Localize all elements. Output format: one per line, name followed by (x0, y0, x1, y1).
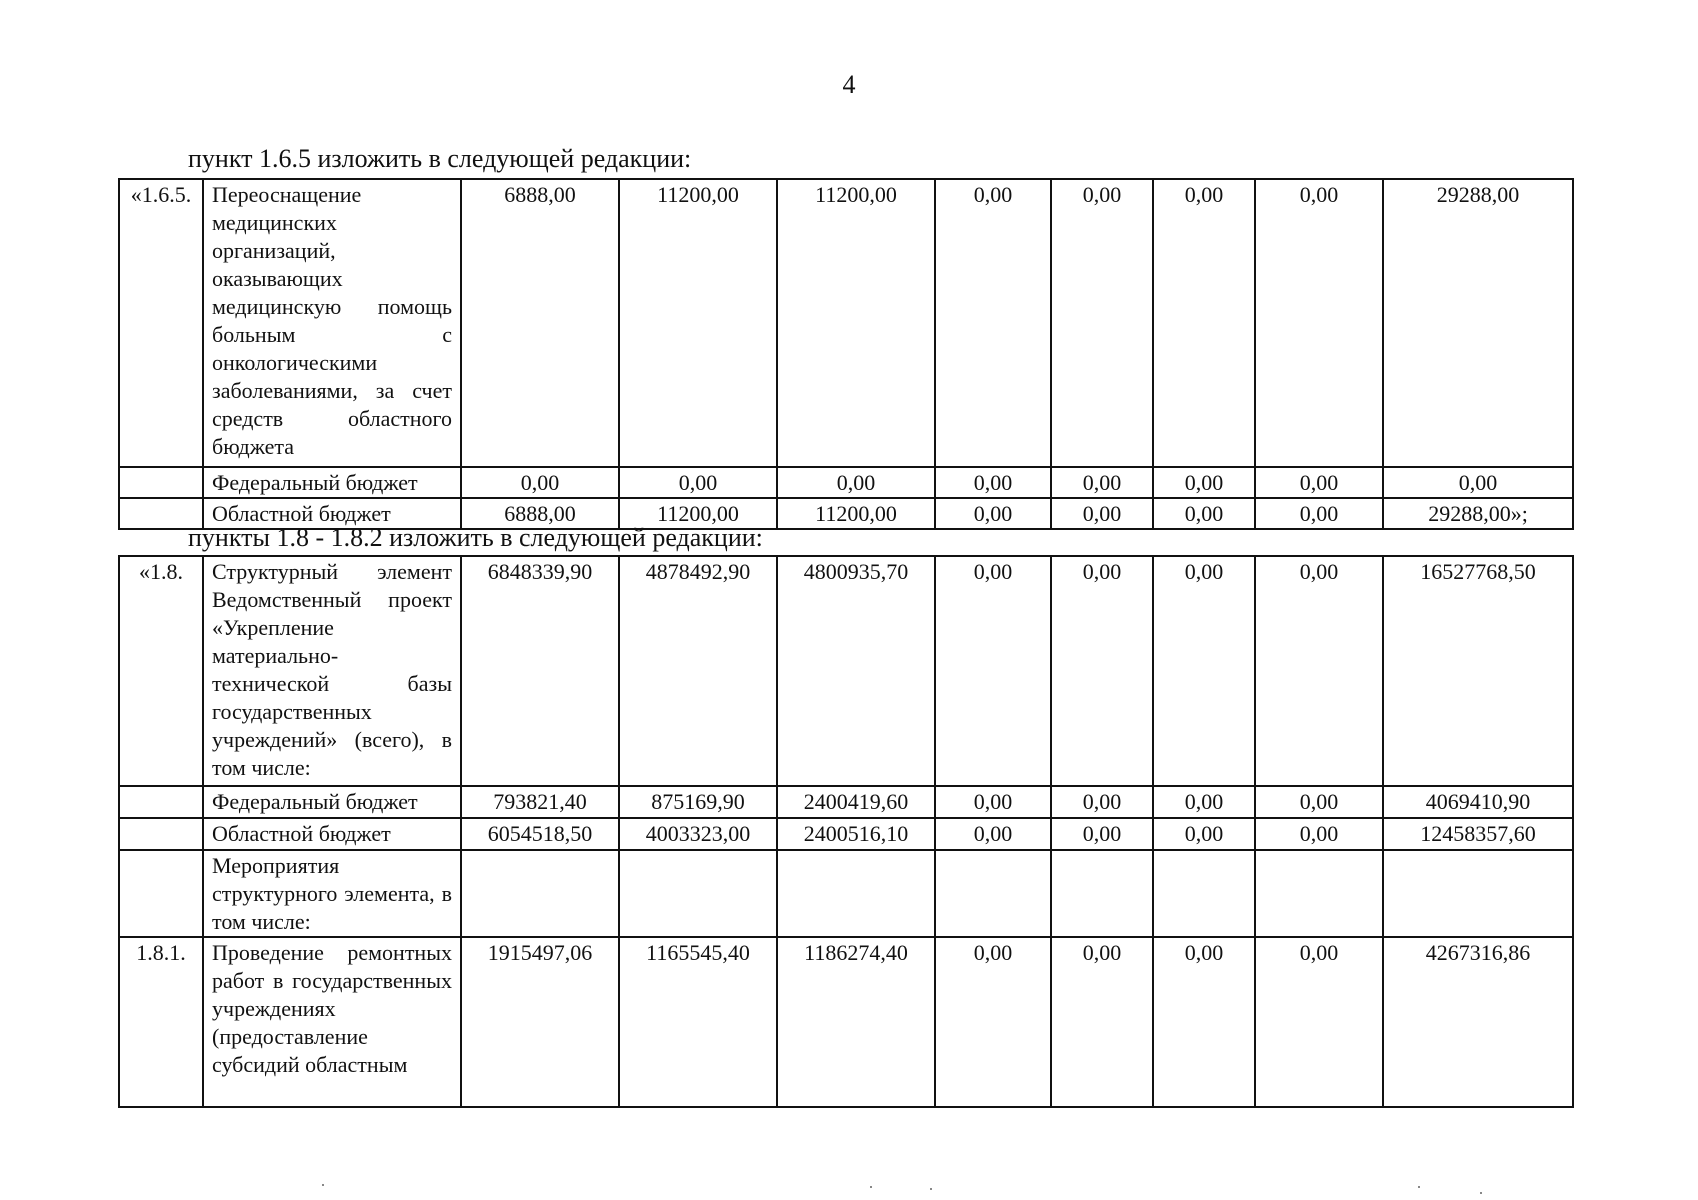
amount-cell: 0,00 (1051, 786, 1153, 818)
amount-cell (461, 850, 619, 937)
item-number-cell: «1.8. (119, 556, 203, 786)
item-number-cell: 1.8.1. (119, 937, 203, 1107)
amount-cell: 0,00 (1153, 498, 1255, 529)
scan-speck (930, 1188, 932, 1190)
amount-cell: 0,00 (1153, 786, 1255, 818)
total-amount-cell: 16527768,50 (1383, 556, 1573, 786)
table-row (119, 850, 1573, 937)
amount-cell (777, 850, 935, 937)
item-name-cell: Областной бюджет (203, 818, 461, 850)
total-amount-cell: 29288,00 (1383, 179, 1573, 467)
amount-cell: 0,00 (1153, 556, 1255, 786)
amount-cell: 11200,00 (777, 179, 935, 467)
item-name-cell: Мероприятия структурного элемента, в том числе: (203, 850, 461, 937)
total-amount-cell: 4069410,90 (1383, 786, 1573, 818)
amount-cell: 0,00 (1255, 179, 1383, 467)
item-number-cell: «1.6.5. (119, 179, 203, 467)
amount-cell: 0,00 (1255, 498, 1383, 529)
amount-cell: 0,00 (1051, 498, 1153, 529)
amount-cell: 0,00 (1255, 937, 1383, 1107)
amount-cell: 4878492,90 (619, 556, 777, 786)
item-number-cell (119, 467, 203, 498)
table-row (119, 786, 1573, 818)
amount-cell: 0,00 (1153, 179, 1255, 467)
amount-cell: 6848339,90 (461, 556, 619, 786)
amount-cell: 0,00 (1051, 937, 1153, 1107)
table-row (119, 818, 1573, 850)
amount-cell: 0,00 (935, 937, 1051, 1107)
amount-cell: 0,00 (461, 467, 619, 498)
amount-cell: 0,00 (935, 556, 1051, 786)
amount-cell: 0,00 (935, 818, 1051, 850)
amount-cell: 2400516,10 (777, 818, 935, 850)
item-number-cell (119, 850, 203, 937)
amendment-intro-1-8: пункты 1.8 - 1.8.2 изложить в следующей редакции: (188, 523, 763, 552)
amount-cell: 0,00 (1255, 467, 1383, 498)
amount-cell: 0,00 (935, 467, 1051, 498)
amount-cell: 1915497,06 (461, 937, 619, 1107)
amount-cell: 11200,00 (777, 498, 935, 529)
amount-cell: 0,00 (1153, 818, 1255, 850)
amount-cell: 875169,90 (619, 786, 777, 818)
amount-cell: 0,00 (1255, 818, 1383, 850)
amount-cell (935, 850, 1051, 937)
total-amount-cell: 12458357,60 (1383, 818, 1573, 850)
item-name-cell: Федеральный бюджет (203, 467, 461, 498)
total-amount-cell: 29288,00»; (1383, 498, 1573, 529)
amount-cell: 0,00 (935, 498, 1051, 529)
budget-table-1-8 (118, 555, 1574, 1108)
amount-cell (1255, 850, 1383, 937)
item-name-cell: Структурный элемент Ведомственный проект «Укрепление материально-технической базы государственных учреждений» (всего), в том числе: (203, 556, 461, 786)
table-row (119, 179, 1573, 467)
scan-speck (870, 1186, 872, 1188)
amendment-intro-1-6-5: пункт 1.6.5 изложить в следующей редакции: (188, 144, 692, 173)
table-row (119, 556, 1573, 786)
total-amount-cell: 4267316,86 (1383, 937, 1573, 1107)
amount-cell: 0,00 (935, 786, 1051, 818)
amount-cell: 0,00 (619, 467, 777, 498)
amount-cell: 0,00 (1153, 467, 1255, 498)
amount-cell (619, 850, 777, 937)
amount-cell: 2400419,60 (777, 786, 935, 818)
scan-speck (1418, 1186, 1420, 1188)
table-row (119, 937, 1573, 1107)
scan-speck (322, 1184, 324, 1186)
item-number-cell (119, 818, 203, 850)
amount-cell: 0,00 (1153, 937, 1255, 1107)
amount-cell: 11200,00 (619, 179, 777, 467)
amount-cell: 0,00 (777, 467, 935, 498)
amount-cell: 11200,00 (619, 498, 777, 529)
item-number-cell (119, 786, 203, 818)
amount-cell: 0,00 (1051, 818, 1153, 850)
amount-cell (1153, 850, 1255, 937)
page-number: 4 (842, 70, 856, 99)
amount-cell: 6054518,50 (461, 818, 619, 850)
amount-cell: 6888,00 (461, 179, 619, 467)
amount-cell: 793821,40 (461, 786, 619, 818)
amount-cell: 4800935,70 (777, 556, 935, 786)
amount-cell (1051, 850, 1153, 937)
item-name-cell: Переоснащение медицинских организаций, оказывающих медицинскую помощь больным с онкологическими заболеваниями, за счет средств областного бюджета (203, 179, 461, 467)
amount-cell: 1165545,40 (619, 937, 777, 1107)
amount-cell: 0,00 (1255, 786, 1383, 818)
scan-speck (1480, 1192, 1482, 1194)
amount-cell: 4003323,00 (619, 818, 777, 850)
item-name-cell: Федеральный бюджет (203, 786, 461, 818)
amount-cell: 1186274,40 (777, 937, 935, 1107)
amount-cell: 6888,00 (461, 498, 619, 529)
amount-cell: 0,00 (935, 179, 1051, 467)
total-amount-cell: 0,00 (1383, 467, 1573, 498)
total-amount-cell (1383, 850, 1573, 937)
amount-cell: 0,00 (1051, 179, 1153, 467)
amount-cell: 0,00 (1051, 556, 1153, 786)
budget-table-1-6-5 (118, 178, 1574, 530)
amount-cell: 0,00 (1255, 556, 1383, 786)
item-name-cell: Областной бюджет (203, 498, 461, 529)
table-row (119, 467, 1573, 498)
item-name-cell: Проведение ремонтных работ в государственных учреждениях (предоставление субсидий областным (203, 937, 461, 1107)
amount-cell: 0,00 (1051, 467, 1153, 498)
